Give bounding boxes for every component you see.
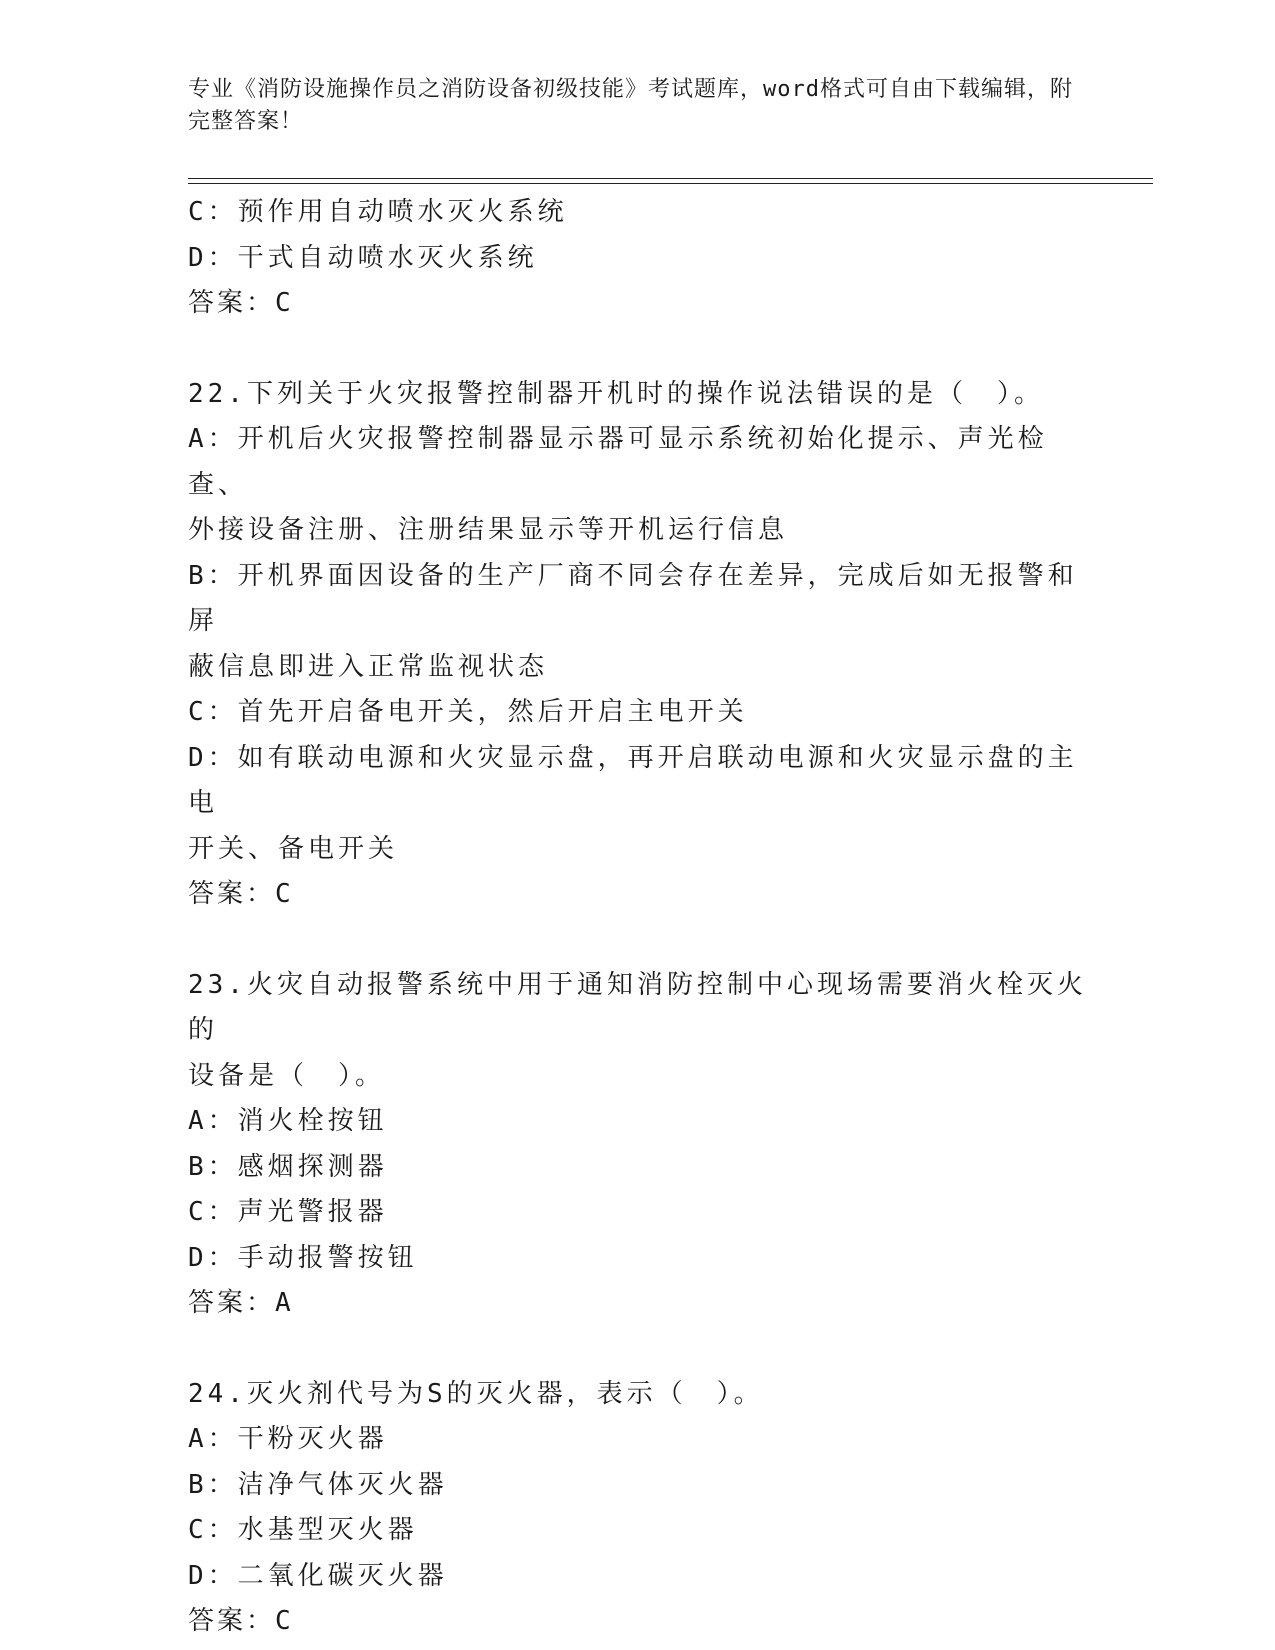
question-23 xyxy=(188,963,1088,1327)
option-line: C：预作用自动喷水灭火系统 xyxy=(188,197,568,227)
option-line: C：首先开启备电开关，然后开启主电开关 xyxy=(188,697,748,727)
question-stem: 24.灭火剂代号为S的灭火器，表示（ ）。 xyxy=(188,1378,764,1409)
header-text: 专业《消防设施操作员之消防设备初级技能》考试题库，word格式可自由下载编辑，附完整答案！ xyxy=(188,77,1073,134)
document-header xyxy=(188,74,1078,138)
option-line: C：声光警报器 xyxy=(188,1197,388,1227)
option-line: B：感烟探测器 xyxy=(188,1151,388,1182)
question-content xyxy=(188,190,1088,1645)
question-stem: 22.下列关于火灾报警控制器开机时的操作说法错误的是（ ）。 xyxy=(188,378,1044,409)
answer-line: 答案：C xyxy=(188,1606,294,1636)
option-line: B：开机界面因设备的生产厂商不同会存在差异，完成后如无报警和屏 xyxy=(188,560,1078,636)
header-rule-top xyxy=(188,178,1153,179)
header-rule-bottom xyxy=(188,183,1153,184)
option-line: B：洁净气体灭火器 xyxy=(188,1469,448,1500)
question-24 xyxy=(188,1372,1088,1645)
question-stem: 设备是（ ）。 xyxy=(188,1060,386,1091)
option-line: 蔽信息即进入正常监视状态 xyxy=(188,651,549,682)
option-line: 外接设备注册、注册结果显示等开机运行信息 xyxy=(188,515,789,545)
option-line: A：开机后火灾报警控制器显示器可显示系统初始化提示、声光检查、 xyxy=(188,424,1048,500)
option-line: D：手动报警按钮 xyxy=(188,1242,418,1273)
option-line: A：消火栓按钮 xyxy=(188,1106,388,1136)
option-line: A：干粉灭火器 xyxy=(188,1424,388,1454)
answer-line: 答案：C xyxy=(188,879,294,909)
spacer xyxy=(188,918,1088,963)
question-22 xyxy=(188,372,1088,918)
option-line: D：二氧化碳灭火器 xyxy=(188,1560,448,1591)
option-line: D：干式自动喷水灭火系统 xyxy=(188,242,538,273)
spacer xyxy=(188,1327,1088,1372)
spacer xyxy=(188,327,1088,372)
option-line: 开关、备电开关 xyxy=(188,833,399,864)
answer-line: 答案：C xyxy=(188,288,294,318)
question-stem: 23.火灾自动报警系统中用于通知消防控制中心现场需要消火栓灭火的 xyxy=(188,969,1087,1045)
answer-line: 答案：A xyxy=(188,1288,294,1318)
previous-question-tail xyxy=(188,190,1088,327)
option-line: C：水基型灭火器 xyxy=(188,1515,418,1545)
option-line: D：如有联动电源和火灾显示盘，再开启联动电源和火灾显示盘的主电 xyxy=(188,742,1078,818)
